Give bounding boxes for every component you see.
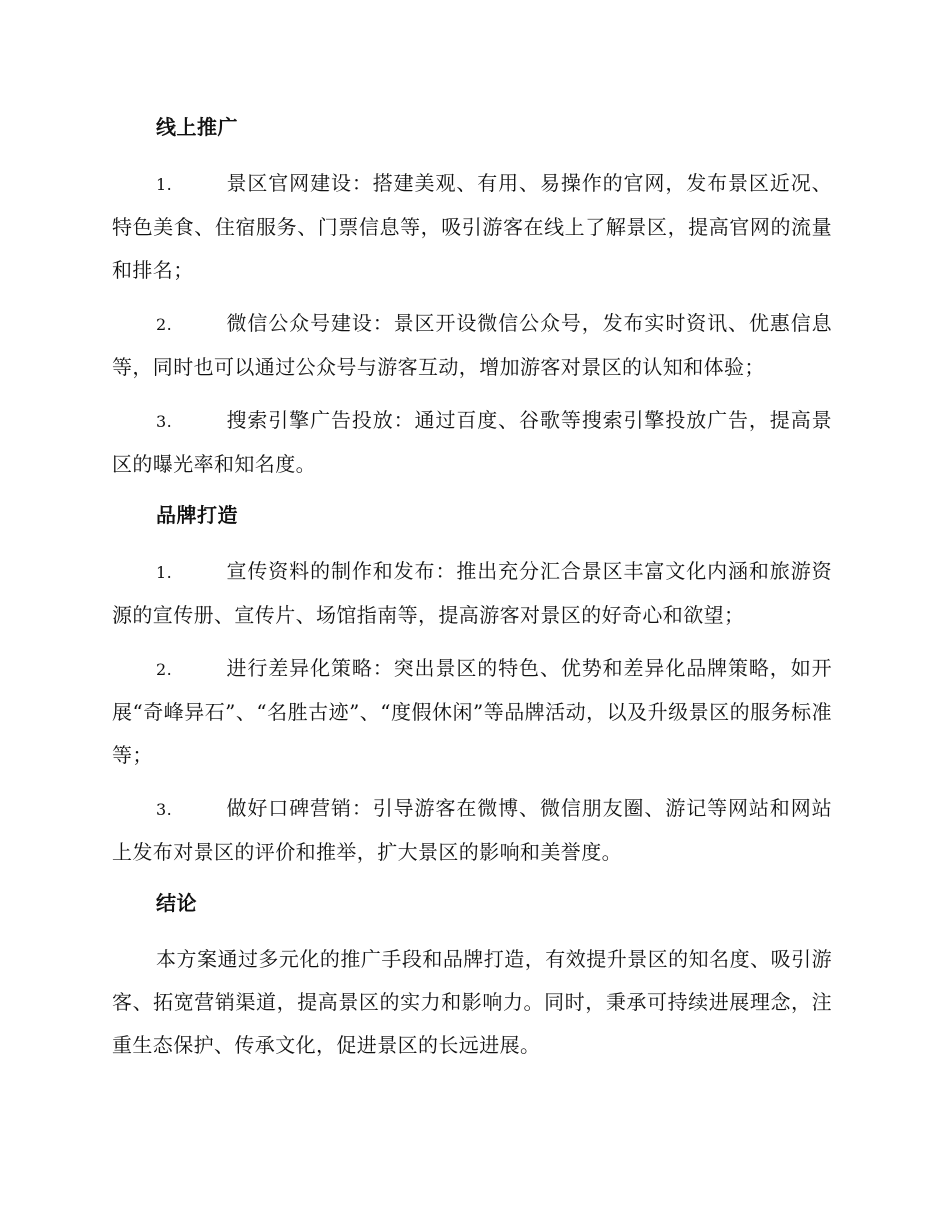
list-item (112, 399, 832, 486)
section-heading-online-promotion: 线上推广 (156, 115, 238, 139)
list-item-text: 做好口碑营销：引导游客在微博、微信朋友圈、游记等网站和网站上发布对景区的评价和推举，扩大景区的影响和美誉度。 (112, 796, 832, 864)
list-item-number: 2. (156, 660, 173, 679)
list-item-text: 景区官网建设：搭建美观、有用、易操作的官网，发布景区近况、特色美食、住宿服务、门票信息等，吸引游客在线上了解景区，提高官网的流量和排名； (112, 171, 832, 282)
list-item-text: 微信公众号建设：景区开设微信公众号，发布实时资讯、优惠信息等，同时也可以通过公众号与游客互动，增加游客对景区的认知和体验； (112, 311, 832, 379)
list-item-number: 3. (156, 412, 173, 431)
section-heading-brand-building: 品牌打造 (156, 503, 238, 527)
list-item-number: 1. (156, 563, 173, 582)
list-item-number: 1. (156, 175, 173, 194)
list-item-text: 搜索引擎广告投放：通过百度、谷歌等搜索引擎投放广告，提高景区的曝光率和知名度。 (112, 408, 832, 476)
conclusion-paragraph: 本方案通过多元化的推广手段和品牌打造，有效提升景区的知名度、吸引游客、拓宽营销渠道，提高景区的实力和影响力。同时，秉承可持续进展理念，注重生态保护、传承文化，促进景区的长远进展。 (112, 947, 832, 1057)
list-item-text: 宣传资料的制作和发布：推出充分汇合景区丰富文化内涵和旅游资源的宣传册、宣传片、场馆指南等，提高游客对景区的好奇心和欲望； (112, 559, 832, 627)
list-item (112, 550, 832, 637)
section-heading-conclusion: 结论 (156, 891, 197, 915)
list-item (112, 302, 832, 389)
list-item-number: 3. (156, 800, 173, 819)
list-item (112, 647, 832, 777)
list-item (112, 162, 832, 292)
list-item-text: 进行差异化策略：突出景区的特色、优势和差异化品牌策略，如开展“奇峰异石”、“名胜古迹”、“度假休闲”等品牌活动，以及升级景区的服务标准等； (112, 656, 832, 767)
list-item-number: 2. (156, 315, 173, 334)
list-item (112, 787, 832, 874)
